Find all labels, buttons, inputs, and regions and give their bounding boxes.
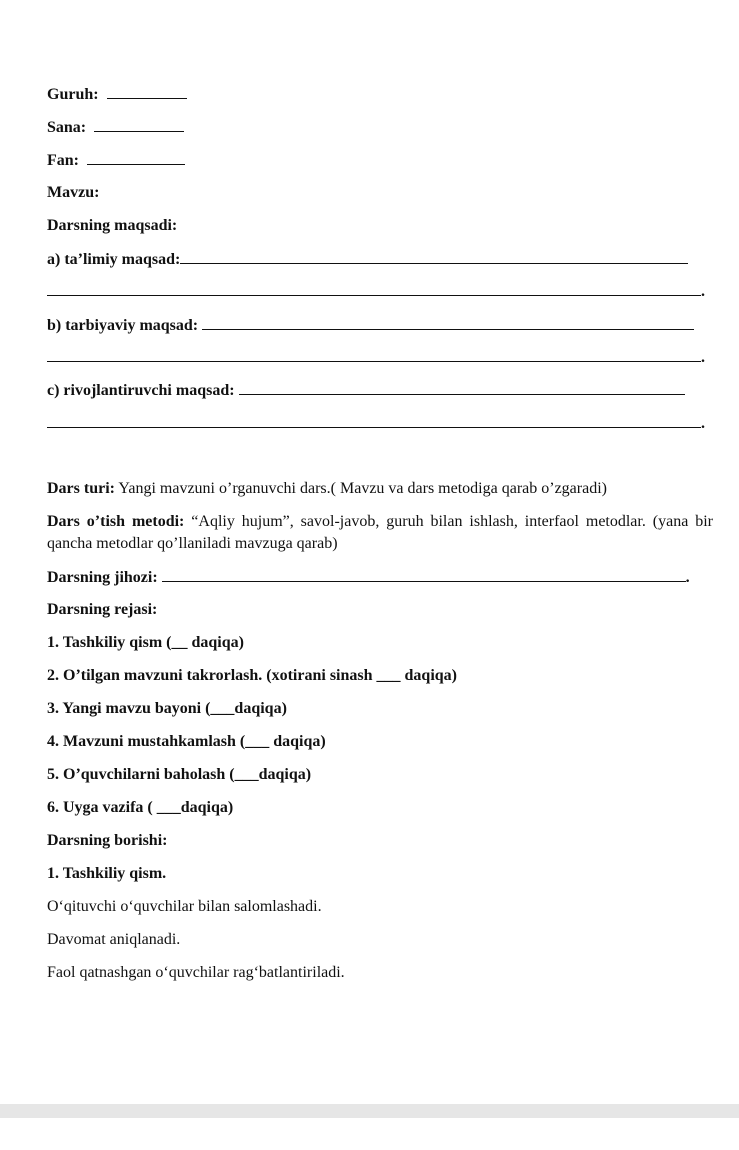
blank-rule [47,281,701,296]
upbringing-goal-field [47,315,694,336]
lesson-type [47,479,607,499]
developmental-goal-label: c) rivojlantiruvchi maqsad: [47,382,235,399]
bottom-margin [0,1118,739,1150]
equipment-end-dot: . [685,569,690,586]
line-end-dot: . [701,349,705,366]
date-field [47,117,184,138]
upbringing-goal-label: b) tarbiyaviy maqsad: [47,317,199,334]
blank-rule [47,347,701,362]
plan-item: 1. Tashkiliy qism (__ daqiqa) [47,634,244,651]
subject-label: Fan: [47,152,79,169]
progress-line: O‘qituvchi o‘quvchilar bilan salomlashadi. [47,898,322,915]
progress-heading: Darsning borishi: [47,832,168,849]
blank-rule [47,413,701,428]
topic-label: Mavzu: [47,184,100,201]
progress-line: Davomat aniqlanadi. [47,931,181,948]
lesson-method-label: Dars o’tish metodi: [47,513,185,530]
educational-goal-line-2 [47,281,705,299]
equipment-field [47,567,690,588]
subject-blank [87,150,185,165]
developmental-goal-line-2 [47,413,705,431]
developmental-goal-blank [239,380,685,395]
educational-goal-label: a) ta’limiy maqsad: [47,251,181,268]
goal-heading: Darsning maqsadi: [47,217,178,234]
plan-heading: Darsning rejasi: [47,601,158,618]
group-field [47,84,187,105]
date-blank [94,117,184,132]
equipment-label: Darsning jihozi: [47,569,158,586]
lesson-type-value: Yangi mavzuni o’rganuvchi dars.( Mavzu va dars metodiga qarab o’zgaradi) [114,480,607,497]
plan-item: 6. Uyga vazifa ( ___daqiqa) [47,799,234,816]
subject-field [47,150,185,171]
lesson-type-label: Dars turi: [47,480,115,497]
date-label: Sana: [47,119,87,136]
plan-item: 4. Mavzuni mustahkamlash (___ daqiqa) [47,733,326,750]
progress-line: Faol qatnashgan o‘quvchilar rag‘batlantiriladi. [47,964,345,981]
group-label: Guruh: [47,86,99,103]
line-end-dot: . [701,283,705,300]
plan-item: 5. O’quvchilarni baholash (___daqiqa) [47,766,312,783]
page-bottom-bar [0,1104,739,1118]
upbringing-goal-blank [202,315,694,330]
line-end-dot: . [701,415,705,432]
equipment-blank [162,567,686,582]
educational-goal-field [47,249,688,270]
plan-item: 2. O’tilgan mavzuni takrorlash. (xotirani sinash ___ daqiqa) [47,667,457,684]
lesson-method-value: “Aqliy hujum”, savol-javob, guruh bilan ishlash, interfaol metodlar. (yana bir qancha metodlar qo’llaniladi mavzuga qarab) [47,513,713,552]
developmental-goal-field [47,380,685,401]
group-blank [107,84,187,99]
upbringing-goal-line-2 [47,347,705,365]
educational-goal-blank [180,249,688,264]
progress-section-title: 1. Tashkiliy qism. [47,865,167,882]
lesson-method [47,511,713,555]
plan-item: 3. Yangi mavzu bayoni (___daqiqa) [47,700,287,717]
